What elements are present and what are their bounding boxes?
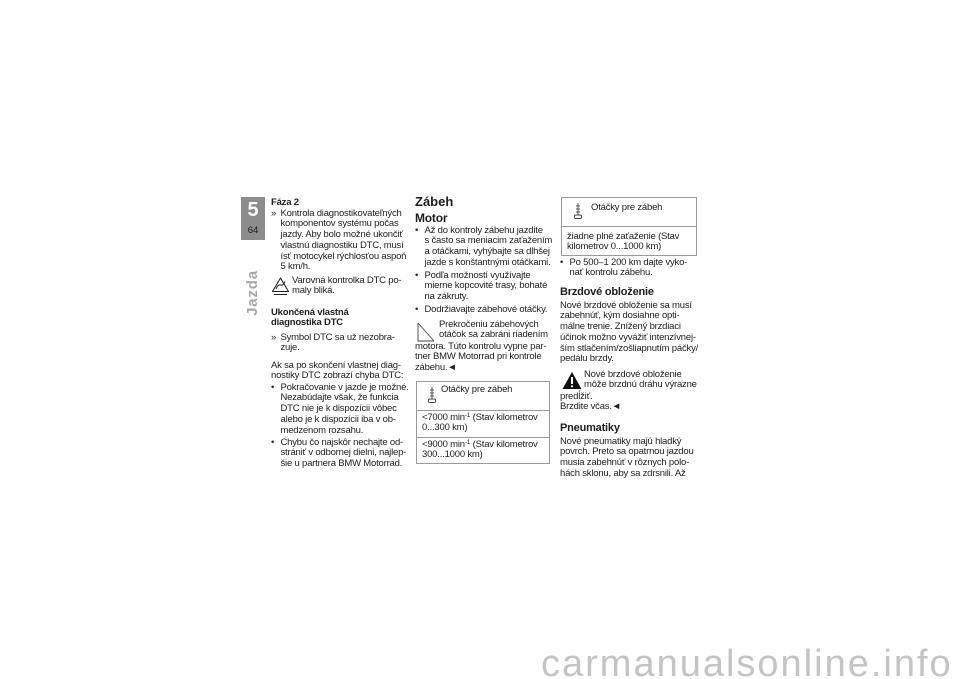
section-title: Zábeh [415,193,454,209]
text-line: a otáčkami, vyhýbajte sa dlhšej [424,246,550,258]
text-line: ším stlačením/zošliapnutím páčky/ [560,342,699,354]
bullet-marker: • [560,256,564,268]
rpm-value: <9000 min [422,438,465,450]
text-line: Chybu čo najskôr nechajte od- [280,436,404,448]
rpm-value: <7000 min [422,411,465,423]
tyres-text [560,437,694,480]
rpm-exponent: -1 [464,438,471,446]
indicator-lamp-icon [271,276,290,296]
break-in-load-table [561,197,697,256]
table-header-label: Otáčky pre zábeh [591,201,663,213]
text-line: Brzdite včas.◄ [560,401,621,413]
note-icon [416,321,436,343]
brake-pads-heading: Brzdové obloženie [560,285,654,298]
table-divider [562,226,696,227]
chapter-tab [241,197,265,240]
bullet-marker: • [415,269,419,281]
text-line: Prekročeniu zábehových [439,318,539,330]
heading-line: Fáza 2 [271,196,299,208]
text-line: Nové brzdové obloženie sa musí [560,299,692,311]
text-line: Po 500–1 200 km dajte vyko- [569,256,688,268]
heading-line: Ukončená vlastná [271,306,349,318]
text-line: Podľa možností využívajte [424,269,531,281]
list-item [415,226,551,269]
watermark: carmanualsonline.info [541,642,953,679]
chapter-title: Jazda [243,270,261,316]
text-line: strániť v odbornej dielni, najlep- [280,447,407,459]
brake-pads-text [560,301,698,366]
text-line: Až do kontroly zábehu jazdite [424,224,543,236]
text-line: Nové pneumatiky majú hladký [560,435,682,447]
table-row [422,440,538,462]
text-line: povrch. Preto sa opatrnou jazdou [560,446,694,458]
text-line: účinok možno vyvážiť intenzívnej- [560,331,696,343]
text-line: zuje. [280,342,300,354]
list-item [271,383,407,437]
table-row [567,232,679,254]
break-in-rpm-table [416,381,550,464]
text-line: Nové brzdové obloženie [584,368,682,380]
text-line: Ak sa po skončení vlastnej diag- [271,359,401,371]
text-line: Pokračovanie v jazde je možné. [280,381,409,393]
text-line: DTC nie je k dispozícii vôbec [280,403,397,415]
text-line: hách sklonu, aby sa zdrsnili. Až [560,467,686,479]
warning-text [560,392,621,414]
table-header [441,385,512,396]
list-item [560,258,698,280]
bullet-marker: • [271,436,275,448]
text-line: s často sa meniacim zaťažením [424,235,553,247]
text-line: zabehnúť, kým dosiahne opti- [560,310,680,322]
bullet-marker: • [415,303,419,315]
text-line: Kontrola diagnostikovateľných [280,207,402,219]
indicator-note [292,276,401,298]
text-line: komponentov systému počas [280,218,399,230]
table-cell-line: kilometrov 0...1000 km) [567,241,662,253]
rpm-condition: (Stav kilometrov [470,438,538,450]
result-marker: » [271,207,277,219]
rpm-exponent: -1 [464,411,471,419]
specification-icon [425,386,439,404]
text-line: tner BMW Motorrad pri kontrole [415,351,542,363]
text-line: ísť motocykel rýchlosťou aspoň [280,250,407,262]
text-line: Varovná kontrolka DTC po- [292,274,402,286]
engine-heading: Motor [415,211,448,225]
table-cell-line: 300...1000 km) [422,449,483,461]
table-row [422,413,538,435]
list-item [415,305,551,316]
result-marker: » [271,331,277,343]
heading-line: diagnostika DTC [271,317,343,329]
text-line: jazde s konštantnými otáčkami. [424,256,551,268]
text-line: musia zabehnúť v rôznych polo- [560,457,690,469]
text-line: málne trenie. Znížený brzdiaci [560,321,681,333]
text-line: nostiky DTC zobrazí chyba DTC: [271,370,404,382]
list-item [415,271,551,303]
page-number: 64 [247,225,259,236]
text-line: motora. Túto kontrolu vypne par- [415,340,547,352]
table-cell-line: 0...300 km) [422,422,468,434]
text-line: vlastnú diagnostiku DTC, musí [280,239,404,251]
note-text-indented [439,320,548,342]
text-line: otáčok sa zabráni riadením [439,329,548,341]
tyres-heading: Pneumatiky [560,421,620,434]
bullet-marker: • [415,224,419,236]
table-header-label: Otáčky pre zábeh [441,383,513,395]
list-item [271,438,407,470]
bullet-marker: • [271,381,275,393]
warning-text-indented [584,370,697,392]
error-intro [271,361,403,383]
text-line: môže brzdnú dráhu výrazne [584,379,697,391]
text-line: pedálu brzdy. [560,353,614,365]
warning-icon [562,371,582,390]
text-line: Symbol DTC sa už nezobra- [280,331,395,343]
text-line: Dodržiavajte zábehové otáčky. [424,303,548,315]
text-line: predĺžiť. [560,390,593,402]
text-line: Nezabúdajte však, že funkcia [280,392,399,404]
text-line: maly bliká. [292,285,335,297]
specification-icon [571,202,585,220]
text-line: 5 km/h. [280,261,311,273]
text-line: na zákruty. [424,291,469,303]
end-result-step [271,333,407,355]
text-line: nať kontrolu zábehu. [569,267,653,279]
rpm-condition: (Stav kilometrov [470,411,538,423]
text-line: šie u partnera BMW Motorrad. [280,458,403,470]
table-cell-line: žiadne plné zaťaženie (Stav [567,230,680,242]
text-line: zábehu.◄ [415,362,457,374]
phase-heading [271,198,299,209]
text-line: jazdy. Aby bolo možné ukončiť [280,229,403,241]
result-step [271,209,407,274]
text-line: alebo je k dispozícii iba v ob- [280,413,396,425]
end-diagnosis-heading [271,308,349,330]
note-text [415,342,546,374]
table-header [591,203,662,214]
text-line: mierne kopcovité trasy, bohaté [424,280,548,292]
chapter-number: 5 [247,199,259,221]
text-line: medzenom rozsahu. [280,424,364,436]
